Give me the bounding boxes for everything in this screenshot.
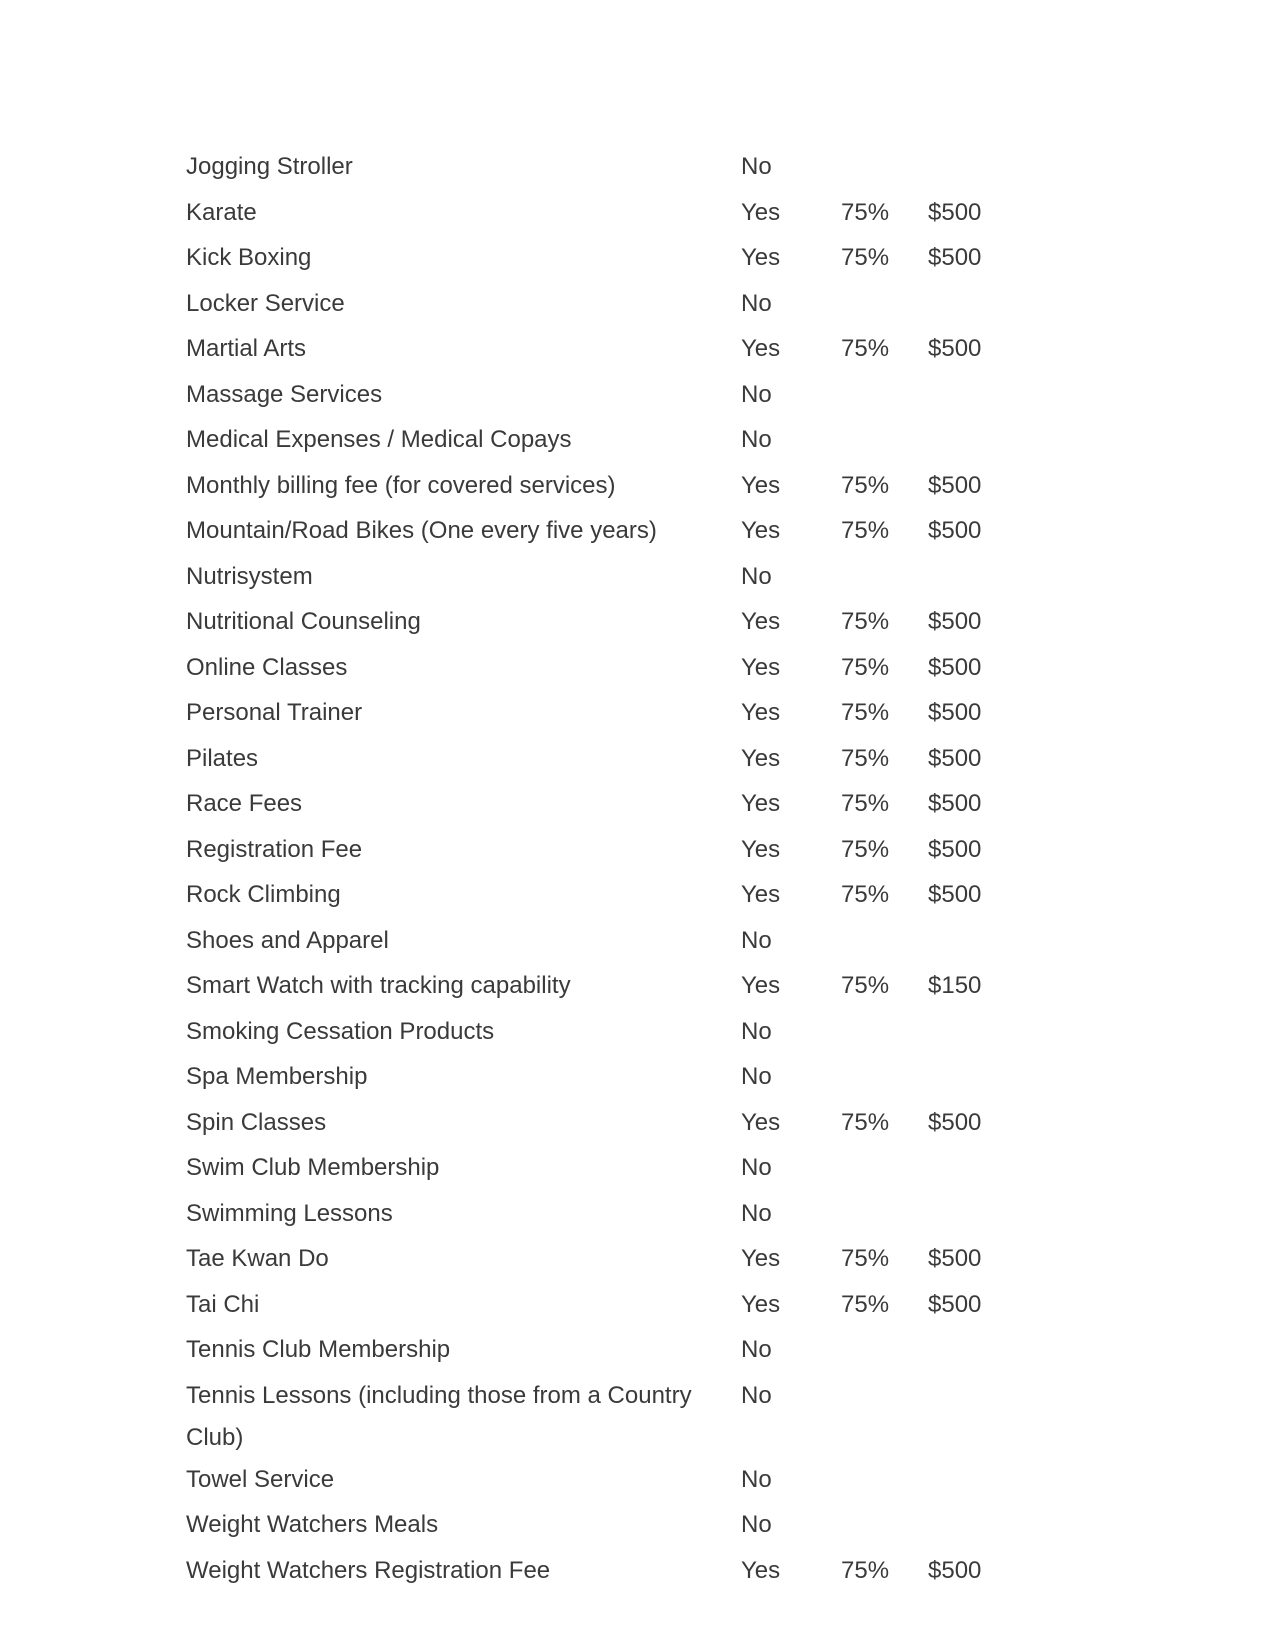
table-row: [186, 920, 1046, 966]
table-row: [186, 237, 1046, 283]
item-name-cell: Jogging Stroller: [186, 153, 353, 180]
item-name-cell: Locker Service: [186, 289, 345, 317]
max-amount-cell: $150: [928, 972, 982, 999]
table-row: [186, 374, 1046, 420]
covered-cell: Yes: [741, 653, 781, 681]
table-row: [186, 465, 1046, 511]
covered-cell: Yes: [741, 1245, 781, 1272]
reimbursement-percent-cell: 75%: [841, 790, 890, 817]
item-name-cell: Mountain/Road Bikes (One every five years): [186, 517, 657, 544]
item-name-cell: Nutrisystem: [186, 562, 313, 590]
covered-cell: Yes: [741, 608, 781, 635]
table-row: [186, 738, 1046, 784]
max-amount-cell: $500: [928, 653, 982, 681]
item-name-cell: Martial Arts: [186, 335, 307, 362]
max-amount-cell: [928, 1504, 1046, 1550]
covered-cell: Yes: [741, 244, 781, 271]
table-row: [186, 283, 1046, 329]
max-amount-cell: $500: [928, 244, 982, 271]
table-row: [186, 874, 1046, 920]
max-amount-cell: [928, 283, 1046, 329]
table-row: [186, 601, 1046, 647]
item-name-cell: Smart Watch with tracking capability: [186, 972, 571, 999]
item-name-cell: Swim Club Membership: [186, 1154, 440, 1181]
covered-cell: No: [741, 1063, 772, 1090]
reimbursement-percent-cell: 75%: [841, 608, 890, 635]
max-amount-cell: [928, 920, 1046, 966]
reimbursement-percent-cell: [841, 1459, 928, 1505]
covered-cell: Yes: [741, 335, 781, 362]
reimbursement-percent-cell: 75%: [841, 881, 890, 908]
reimbursement-percent-cell: 75%: [841, 1290, 890, 1318]
item-name-cell: Kick Boxing: [186, 244, 312, 271]
item-name-cell: Rock Climbing: [186, 881, 341, 908]
max-amount-cell: $500: [928, 699, 982, 726]
table-row: [186, 419, 1046, 465]
max-amount-cell: [928, 1011, 1046, 1057]
covered-cell: No: [741, 1511, 772, 1538]
max-amount-cell: $500: [928, 335, 982, 362]
table-row: [186, 1375, 1046, 1459]
max-amount-cell: $500: [928, 517, 982, 544]
item-name-cell: Spa Membership: [186, 1063, 368, 1090]
reimbursement-percent-cell: 75%: [841, 744, 890, 772]
covered-cell: No: [741, 1381, 772, 1409]
reimbursement-percent-cell: 75%: [841, 517, 890, 544]
max-amount-cell: [928, 1193, 1046, 1239]
item-name-cell: Tennis Lessons (including those from a Country Club): [186, 1381, 692, 1451]
max-amount-cell: [928, 146, 1046, 192]
reimbursement-percent-cell: 75%: [841, 699, 890, 726]
covered-cell: No: [741, 380, 772, 408]
reimbursement-percent-cell: [841, 1504, 928, 1550]
max-amount-cell: $500: [928, 1108, 982, 1136]
covered-cell: Yes: [741, 198, 781, 226]
item-name-cell: Shoes and Apparel: [186, 926, 389, 954]
table-row: [186, 328, 1046, 374]
item-name-cell: Race Fees: [186, 790, 303, 817]
covered-cell: No: [741, 426, 772, 453]
max-amount-cell: $500: [928, 744, 982, 772]
item-name-cell: Personal Trainer: [186, 699, 363, 726]
item-name-cell: Towel Service: [186, 1465, 335, 1493]
reimbursement-percent-cell: [841, 1056, 928, 1102]
reimbursement-percent-cell: 75%: [841, 471, 890, 499]
max-amount-cell: [928, 1375, 1046, 1459]
reimbursement-percent-cell: [841, 556, 928, 602]
max-amount-cell: [928, 1459, 1046, 1505]
max-amount-cell: $500: [928, 198, 982, 226]
table-row: [186, 1238, 1046, 1284]
table-row: [186, 1147, 1046, 1193]
reimbursement-percent-cell: 75%: [841, 835, 890, 863]
reimbursement-percent-cell: [841, 920, 928, 966]
max-amount-cell: $500: [928, 1290, 982, 1318]
table-row: [186, 1193, 1046, 1239]
reimbursement-table: [186, 146, 1046, 1595]
item-name-cell: Tae Kwan Do: [186, 1245, 329, 1272]
max-amount-cell: [928, 1329, 1046, 1375]
item-name-cell: Weight Watchers Meals: [186, 1511, 439, 1538]
covered-cell: Yes: [741, 881, 781, 908]
covered-cell: No: [741, 1154, 772, 1181]
item-name-cell: Swimming Lessons: [186, 1199, 393, 1227]
table-row: [186, 647, 1046, 693]
reimbursement-percent-cell: [841, 283, 928, 329]
covered-cell: Yes: [741, 972, 781, 999]
max-amount-cell: [928, 374, 1046, 420]
item-name-cell: Karate: [186, 198, 257, 226]
covered-cell: No: [741, 289, 772, 317]
table-row: [186, 965, 1046, 1011]
reimbursement-percent-cell: [841, 374, 928, 420]
reimbursement-percent-cell: 75%: [841, 972, 890, 999]
max-amount-cell: $500: [928, 471, 982, 499]
item-name-cell: Online Classes: [186, 653, 348, 681]
max-amount-cell: $500: [928, 608, 982, 635]
max-amount-cell: [928, 419, 1046, 465]
reimbursement-percent-cell: 75%: [841, 653, 890, 681]
table-row: [186, 146, 1046, 192]
table-row: [186, 1329, 1046, 1375]
table-row: [186, 1102, 1046, 1148]
table-row: [186, 1284, 1046, 1330]
reimbursement-percent-cell: 75%: [841, 1556, 890, 1584]
max-amount-cell: $500: [928, 790, 982, 817]
covered-cell: Yes: [741, 1290, 781, 1318]
covered-cell: Yes: [741, 517, 781, 544]
item-name-cell: Nutritional Counseling: [186, 608, 421, 635]
item-name-cell: Tennis Club Membership: [186, 1336, 451, 1363]
item-name-cell: Massage Services: [186, 380, 383, 408]
covered-cell: No: [741, 1336, 772, 1363]
table-row: [186, 1056, 1046, 1102]
max-amount-cell: $500: [928, 1556, 982, 1584]
table-row: [186, 1011, 1046, 1057]
max-amount-cell: [928, 1147, 1046, 1193]
reimbursement-percent-cell: 75%: [841, 1108, 890, 1136]
item-name-cell: Weight Watchers Registration Fee: [186, 1556, 551, 1584]
table-row: [186, 1459, 1046, 1505]
item-name-cell: Pilates: [186, 744, 259, 772]
table-row: [186, 829, 1046, 875]
covered-cell: Yes: [741, 1108, 781, 1136]
reimbursement-percent-cell: [841, 1375, 928, 1459]
item-name-cell: Monthly billing fee (for covered services): [186, 471, 616, 499]
covered-cell: Yes: [741, 744, 781, 772]
table-row: [186, 692, 1046, 738]
reimbursement-percent-cell: [841, 419, 928, 465]
covered-cell: No: [741, 1199, 772, 1227]
covered-cell: Yes: [741, 471, 781, 499]
table-row: [186, 1504, 1046, 1550]
reimbursement-percent-cell: [841, 1011, 928, 1057]
table-row: [186, 783, 1046, 829]
covered-cell: No: [741, 153, 772, 180]
table-row: [186, 192, 1046, 238]
max-amount-cell: $500: [928, 881, 982, 908]
item-name-cell: Registration Fee: [186, 835, 363, 863]
reimbursement-percent-cell: [841, 1329, 928, 1375]
covered-cell: Yes: [741, 1556, 781, 1584]
covered-cell: No: [741, 1017, 772, 1045]
item-name-cell: Tai Chi: [186, 1290, 260, 1318]
item-name-cell: Smoking Cessation Products: [186, 1017, 495, 1045]
covered-cell: No: [741, 562, 772, 590]
max-amount-cell: [928, 1056, 1046, 1102]
covered-cell: Yes: [741, 790, 781, 817]
max-amount-cell: [928, 556, 1046, 602]
table-row: [186, 510, 1046, 556]
reimbursement-percent-cell: [841, 1147, 928, 1193]
table-row: [186, 556, 1046, 602]
covered-cell: No: [741, 926, 772, 954]
table-row: [186, 1550, 1046, 1596]
reimbursement-percent-cell: [841, 1193, 928, 1239]
reimbursement-percent-cell: 75%: [841, 1245, 890, 1272]
reimbursement-percent-cell: [841, 146, 928, 192]
reimbursement-percent-cell: 75%: [841, 244, 890, 271]
reimbursement-percent-cell: 75%: [841, 335, 890, 362]
max-amount-cell: $500: [928, 1245, 982, 1272]
item-name-cell: Spin Classes: [186, 1108, 327, 1136]
covered-cell: Yes: [741, 699, 781, 726]
table-body: [186, 146, 1046, 1595]
max-amount-cell: $500: [928, 835, 982, 863]
item-name-cell: Medical Expenses / Medical Copays: [186, 426, 572, 453]
covered-cell: No: [741, 1465, 772, 1493]
reimbursement-percent-cell: 75%: [841, 198, 890, 226]
covered-cell: Yes: [741, 835, 781, 863]
